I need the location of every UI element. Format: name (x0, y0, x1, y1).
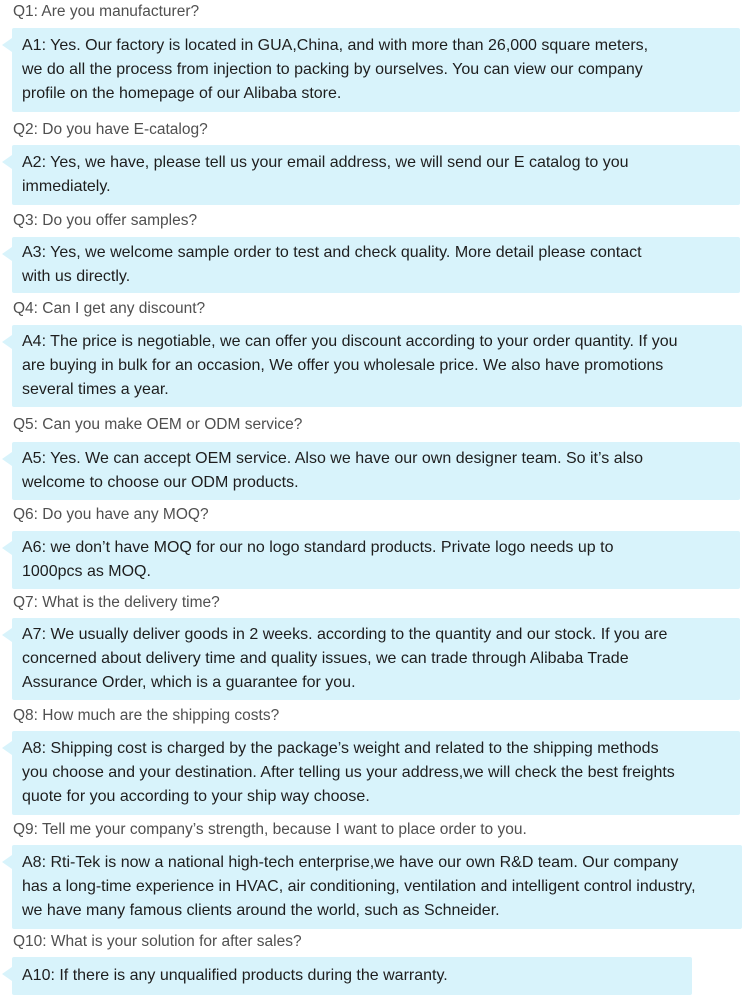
answer-1-line-3: profile on the homepage of our Alibaba store. (22, 85, 342, 102)
answer-6 (12, 531, 740, 589)
question-5: Q5: Can you make OEM or ODM service? (13, 416, 303, 433)
question-9: Q9: Tell me your company’s strength, because I want to place order to you. (13, 821, 527, 838)
answer-10-line-1: A10: If there is any unqualified products during the warranty. (22, 967, 448, 984)
answer-2-line-2: immediately. (22, 178, 111, 195)
question-10: Q10: What is your solution for after sales? (13, 933, 302, 950)
answer-5-line-2: welcome to choose our ODM products. (22, 474, 299, 491)
question-8: Q8: How much are the shipping costs? (13, 707, 280, 724)
answer-9 (12, 845, 742, 929)
answer-1-line-2: we do all the process from injection to packing by ourselves. You can view our company (22, 61, 643, 78)
answer-2 (12, 145, 740, 205)
answer-7-line-3: Assurance Order, which is a guarantee for you. (22, 674, 356, 691)
question-7: Q7: What is the delivery time? (13, 594, 220, 611)
answer-8-line-1: A8: Shipping cost is charged by the package’s weight and related to the shipping methods (22, 740, 659, 757)
answer-5-line-1: A5: Yes. We can accept OEM service. Also we have our own designer team. So it’s also (22, 450, 644, 467)
answer-8 (12, 731, 740, 815)
answer-1-line-1: A1: Yes. Our factory is located in GUA,China, and with more than 26,000 square meters, (22, 37, 649, 54)
answer-10 (12, 957, 692, 995)
answer-3-line-1: A3: Yes, we welcome sample order to test and check quality. More detail please contact (22, 244, 642, 261)
answer-8-line-2: you choose and your destination. After telling us your address,we will check the best freights (22, 764, 675, 781)
answer-3 (12, 237, 740, 293)
answer-5 (12, 442, 740, 500)
answer-4-line-3: several times a year. (22, 381, 169, 398)
answer-6-line-1: A6: we don’t have MOQ for our no logo standard products. Private logo needs up to (22, 539, 614, 556)
question-1: Q1: Are you manufacturer? (13, 3, 200, 20)
answer-4 (12, 325, 742, 407)
answer-1 (12, 28, 740, 112)
question-4: Q4: Can I get any discount? (13, 300, 206, 317)
answer-7-line-1: A7: We usually deliver goods in 2 weeks. according to the quantity and our stock. If you are (22, 626, 668, 643)
answer-8-line-3: quote for you according to your ship way choose. (22, 788, 370, 805)
answer-9-line-3: we have many famous clients around the world, such as Schneider. (22, 902, 500, 919)
question-3: Q3: Do you offer samples? (13, 212, 198, 229)
answer-2-line-1: A2: Yes, we have, please tell us your email address, we will send our E catalog to you (22, 154, 629, 171)
answer-7-line-2: concerned about delivery time and quality issues, we can trade through Alibaba Trade (22, 650, 629, 667)
answer-9-line-1: A8: Rti-Tek is now a national high-tech enterprise,we have our own R&D team. Our company (22, 854, 679, 871)
question-6: Q6: Do you have any MOQ? (13, 506, 209, 523)
question-2: Q2: Do you have E-catalog? (13, 121, 208, 138)
answer-6-line-2: 1000pcs as MOQ. (22, 563, 151, 580)
answer-9-line-2: has a long-time experience in HVAC, air conditioning, ventilation and intelligent control industry, (22, 878, 696, 895)
answer-4-line-2: are buying in bulk for an occasion, We offer you wholesale price. We also have promotions (22, 357, 664, 374)
answer-3-line-2: with us directly. (22, 268, 131, 285)
answer-7 (12, 618, 740, 700)
answer-4-line-1: A4: The price is negotiable, we can offer you discount according to your order quantity. If you (22, 333, 678, 350)
